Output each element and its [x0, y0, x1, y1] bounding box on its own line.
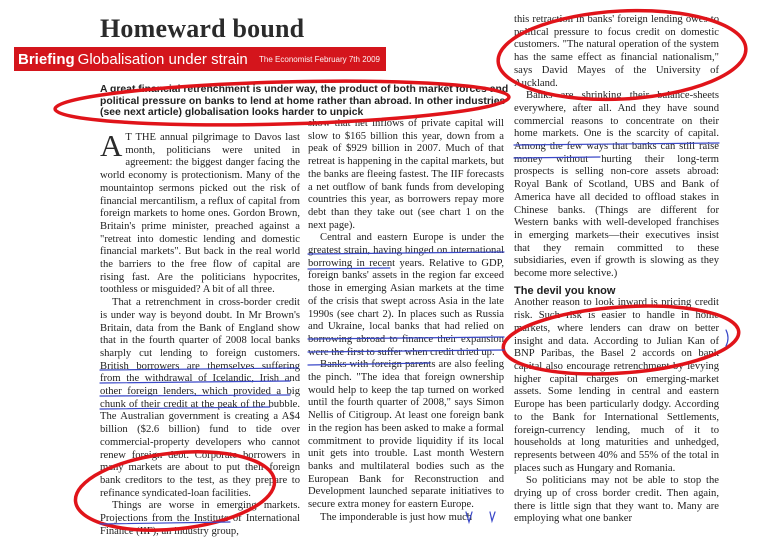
paragraph: So politicians may not be able to stop the drying up of cross border credit. Then again, there is little sign that they want to. Many are employing what one banker — [514, 475, 719, 525]
article-column-3 — [514, 14, 719, 526]
paragraph: this retraction in banks' foreign lending owes to political pressure to focus credit on domestic customers. "The natural operation of the system has the same effect as financial nationalism," says David Mayes of the University of Auckland. — [514, 14, 719, 89]
briefing-topic: Globalisation under strain — [77, 50, 248, 68]
article-column-1 — [100, 128, 300, 539]
headline: Homeward bound — [100, 14, 305, 43]
annotation-margin-mark — [726, 330, 728, 346]
paragraph: Banks with foreign parents are also feeling the pinch. "The idea that foreign ownership would help to keep the tap turned on worked until the fourth quarter of 2008," says Simon Nellis of Citigroup. At least one foreign bank in the region has been asked to make a formal commitment to provide liquidity if its local unit gets into trouble. Last month Western banks and multilateral bodies such as the European Bank for Reconstruction and Development launched separate initiatives to secure extra money for eastern Europe. — [308, 359, 504, 511]
paragraph: show that net inflows of private capital will slow to $165 billion this year, down from a peak of $929 billion in 2007. Much of that retreat is happening in the capital markets, but the banks are fleeing fastest. The IIF forecasts a net outflow of bank funds from developing countries this year, as borrowers repay more debt than they take out (see chart 1 on the next page). — [308, 118, 504, 231]
drop-cap: A — [100, 128, 123, 163]
paragraph: T THE annual pilgrimage to Davos last month, politicians were united in agreement: the biggest danger facing the world economy is protectionism. Many of the mountaintop sermons picked out the risk of financial mercantilism, a reflux of capital from foreign markets to home ones. Gordon Brown, Britain's prime minister, preached against a "retreat into domestic lending and domestic financial markets". But back in the real world the barriers to the free flow of capital are rising fast. Are the politicians hypocrites, toothless or misguided? A bit of all three. — [100, 132, 300, 296]
paragraph: That a retrenchment in cross-border credit is under way is beyond doubt. In Mr Brown's Britain, data from the Bank of England show that in the fourth quarter of 2008 local banks sharply cut lending to foreign customers. British borrowers are themselves suffering from the withdrawal of Icelandic, Irish and other foreign lenders, which provided a big chunk of their credit at the peak of the bubble. The Australian government is creating a A$4 billion ($2.6 billion) fund to tide over commercial-property developers who cannot renew foreign debt. Corporate borrowers in many markets are about to put their foreign bank creditors to the test, as they prepare to refinance syndicated-loan facilities. — [100, 297, 300, 499]
paragraph: Another reason to look inward is pricing credit risk. Such risk is easier to handle in home markets, where lenders can draw on better insight and data. According to Julian Kan of BNP Paribas, the Basel 2 accords on bank capital also encourage retrenchment by levying higher capital charges on emerging-market assets. Some lending in central and eastern Europe has been particularly dodgy. According to the Bank for International Settlements, foreign-currency lending, much of it to households at long maturities and unhedged, represents between 40% and 55% of the total in places such as Hungary and Romania. — [514, 297, 719, 474]
paragraph: Central and eastern Europe is under the greatest strain, having binged on international borrowing in recent years. Relative to GDP, foreign banks' assets in the region far exceed those in emerging Asian markets at the time of the crisis that swept across Asia in the late 1990s (see chart 2). In places such as Russia and Ukraine, local banks that had relied on borrowing abroad to finance their expansion were the first to suffer when credit dried up. — [308, 232, 504, 358]
paragraph: The imponderable is just how much — [320, 511, 473, 523]
briefing-source: The Economist February 7th 2009 — [259, 54, 380, 64]
paragraph: Things are worse in emerging markets. Projections from the Institute of International Finance (IIF), an industry group, — [100, 500, 300, 537]
briefing-banner — [14, 47, 386, 71]
standfirst: A great financial retrenchment is under way, the product of both market forces and political pressure on banks to lend at home rather than abroad. In other industries (see next article) globalisation looks harder to unpick — [100, 84, 509, 118]
briefing-label: Briefing — [18, 50, 75, 68]
article-column-2 — [308, 118, 504, 525]
paragraph: Banks are shrinking their balance-sheets everywhere, after all. And they have sound commercial reasons to concentrate on their home markets. One is the scarcity of capital. Among the few ways that banks can still raise money without hurting their long-term prospects is selling non-core assets abroad: Royal Bank of Scotland, UBS and Bank of America have all decided to offload stakes in Chinese banks. (Things are different for Western banks with well-developed franchises in emerging markets—their executives insist that they remain committed to these subsidiaries, even if growth is slowing as they become more selective.) — [514, 90, 719, 280]
section-subhead: The devil you know — [514, 284, 616, 297]
